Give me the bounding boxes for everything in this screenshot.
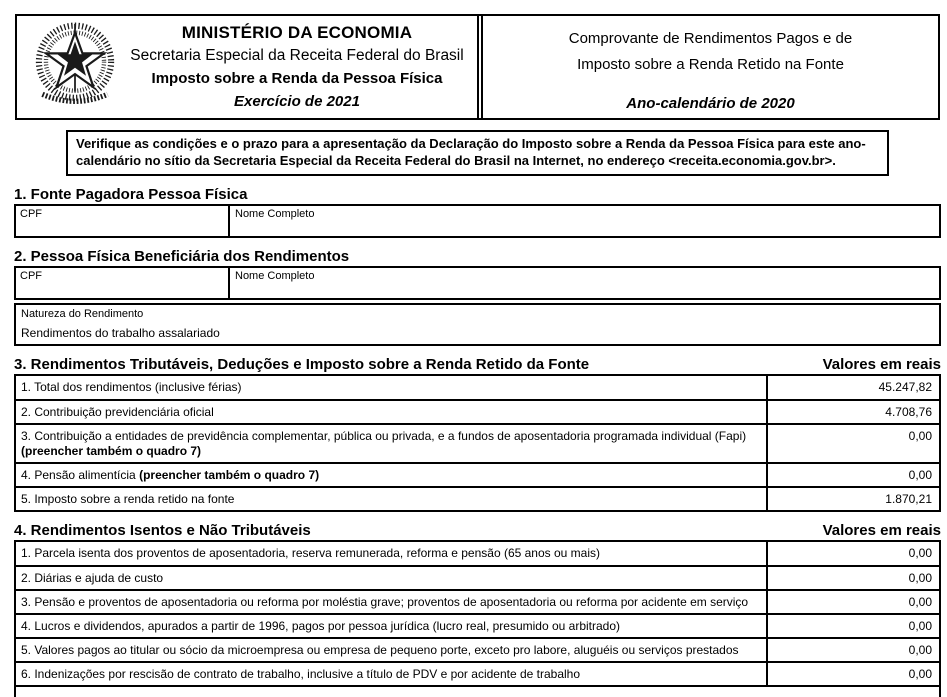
section2-heading: 2. Pessoa Física Beneficiária dos Rendimentos xyxy=(14,248,350,266)
row-value: 0,00 xyxy=(908,546,932,561)
ministry-title: MINISTÉRIO DA ECONOMIA xyxy=(181,22,413,42)
header-left-cell xyxy=(17,16,479,118)
section4-table xyxy=(14,540,941,697)
row-label: 4. Pensão alimentícia (preencher também o quadro 7) xyxy=(16,464,768,486)
document-title-line1: Comprovante de Rendimentos Pagos e de xyxy=(568,30,853,47)
row-value: 4.708,76 xyxy=(885,405,932,420)
row-label: 5. Valores pagos ao titular ou sócio da microempresa ou empresa de pequeno porte, exceto pro labore, aluguéis ou serviços prestados xyxy=(16,639,768,661)
row-label-bold-note: (preencher também o quadro 7) xyxy=(21,444,202,459)
row-label: 2. Diárias e ajuda de custo xyxy=(16,567,768,589)
beneficiary-cpf-field xyxy=(16,268,230,298)
truncated-row xyxy=(16,685,939,697)
table-row xyxy=(16,542,939,565)
row-value: 0,00 xyxy=(908,667,932,682)
row-label: 5. Imposto sobre a renda retido na fonte xyxy=(16,488,768,510)
section3-values-header: Valores em reais xyxy=(822,356,941,374)
table-row xyxy=(16,399,939,423)
row-value: 0,00 xyxy=(908,571,932,586)
table-row xyxy=(16,462,939,486)
table-row xyxy=(16,565,939,589)
section3-heading: 3. Rendimentos Tributáveis, Deduções e Imposto sobre a Renda Retido da Fonte xyxy=(14,356,590,374)
row-value: 0,00 xyxy=(908,429,932,444)
row-value: 45.247,82 xyxy=(878,380,932,395)
issuer-block xyxy=(121,22,477,112)
section1-heading: 1. Fonte Pagadora Pessoa Física xyxy=(14,186,248,204)
table-row xyxy=(16,637,939,661)
cpf-label: CPF xyxy=(20,208,42,221)
income-nature-box xyxy=(14,303,941,346)
row-label: 6. Indenizações por rescisão de contrato de trabalho, inclusive a título de PDV e por acidente de trabalho xyxy=(16,663,768,685)
secretariat-subtitle: Secretaria Especial da Receita Federal do Brasil xyxy=(130,47,464,65)
table-row xyxy=(16,423,939,462)
section3-table xyxy=(14,374,941,512)
row-label: 4. Lucros e dividendos, apurados a partir de 1996, pagos por pessoa jurídica (lucro real, presumido ou arbitrado) xyxy=(16,615,768,637)
row-label: 2. Contribuição previdenciária oficial xyxy=(16,401,768,423)
row-label: 3. Pensão e proventos de aposentadoria ou reforma por moléstia grave; proventos de aposentadoria ou reforma por acidente em serviço xyxy=(16,591,768,613)
table-row xyxy=(16,486,939,510)
payer-cpf-field xyxy=(16,206,230,236)
cpf-label: CPF xyxy=(20,270,42,283)
row-value: 0,00 xyxy=(908,595,932,610)
name-label: Nome Completo xyxy=(235,208,315,221)
row-value: 1.870,21 xyxy=(885,492,932,507)
income-nature-label: Natureza do Rendimento xyxy=(21,308,144,321)
section1-table xyxy=(14,204,941,238)
name-value xyxy=(235,222,934,234)
cpf-value xyxy=(20,222,224,234)
table-row xyxy=(16,206,939,236)
exercise-year: Exercício de 2021 xyxy=(234,93,360,111)
row-value: 0,00 xyxy=(908,643,932,658)
table-row xyxy=(16,376,939,399)
table-row xyxy=(16,589,939,613)
row-value: 0,00 xyxy=(908,468,932,483)
tax-name: Imposto sobre a Renda da Pessoa Física xyxy=(151,69,443,87)
row-label: 1. Total dos rendimentos (inclusive férias) xyxy=(16,376,768,399)
payer-name-field xyxy=(230,206,939,236)
brazil-coat-of-arms-icon xyxy=(29,21,121,113)
section1-title xyxy=(14,186,941,203)
row-label: 3. Contribuição a entidades de previdência complementar, pública ou privada, e a fundos de aposentadoria programada individual (Fapi) (preencher também o quadro 7) xyxy=(16,425,768,462)
section4-values-header: Valores em reais xyxy=(822,522,941,540)
beneficiary-name-field xyxy=(230,268,939,298)
header-right-cell xyxy=(481,16,938,118)
name-label: Nome Completo xyxy=(235,270,315,283)
section3-title xyxy=(14,356,941,373)
table-row xyxy=(16,613,939,637)
row-label-bold-note: (preencher também o quadro 7) xyxy=(139,468,320,483)
section2-table xyxy=(14,266,941,300)
name-value xyxy=(235,284,934,296)
section4-title xyxy=(14,522,941,539)
section2-title xyxy=(14,248,941,265)
tax-document-page xyxy=(0,14,947,682)
table-row xyxy=(16,268,939,298)
table-row xyxy=(16,661,939,685)
row-label: 1. Parcela isenta dos proventos de aposentadoria, reserva remunerada, reforma e pensão (65 anos ou mais) xyxy=(16,542,768,565)
document-header xyxy=(15,14,940,120)
calendar-year: Ano-calendário de 2020 xyxy=(626,95,795,112)
income-nature-value: Rendimentos do trabalho assalariado xyxy=(21,326,220,341)
notice-box: Verifique as condições e o prazo para a apresentação da Declaração do Imposto sobre a Renda da Pessoa Física para este ano-calendário no sítio da Secretaria Especial da Receita Federal do Brasil na Internet, no endereço <receita.economia.gov.br>. xyxy=(66,130,889,176)
row-value: 0,00 xyxy=(908,619,932,634)
document-title-line2: Imposto sobre a Renda Retido na Fonte xyxy=(577,56,844,73)
cpf-value xyxy=(20,284,224,296)
section4-heading: 4. Rendimentos Isentos e Não Tributáveis xyxy=(14,522,311,540)
